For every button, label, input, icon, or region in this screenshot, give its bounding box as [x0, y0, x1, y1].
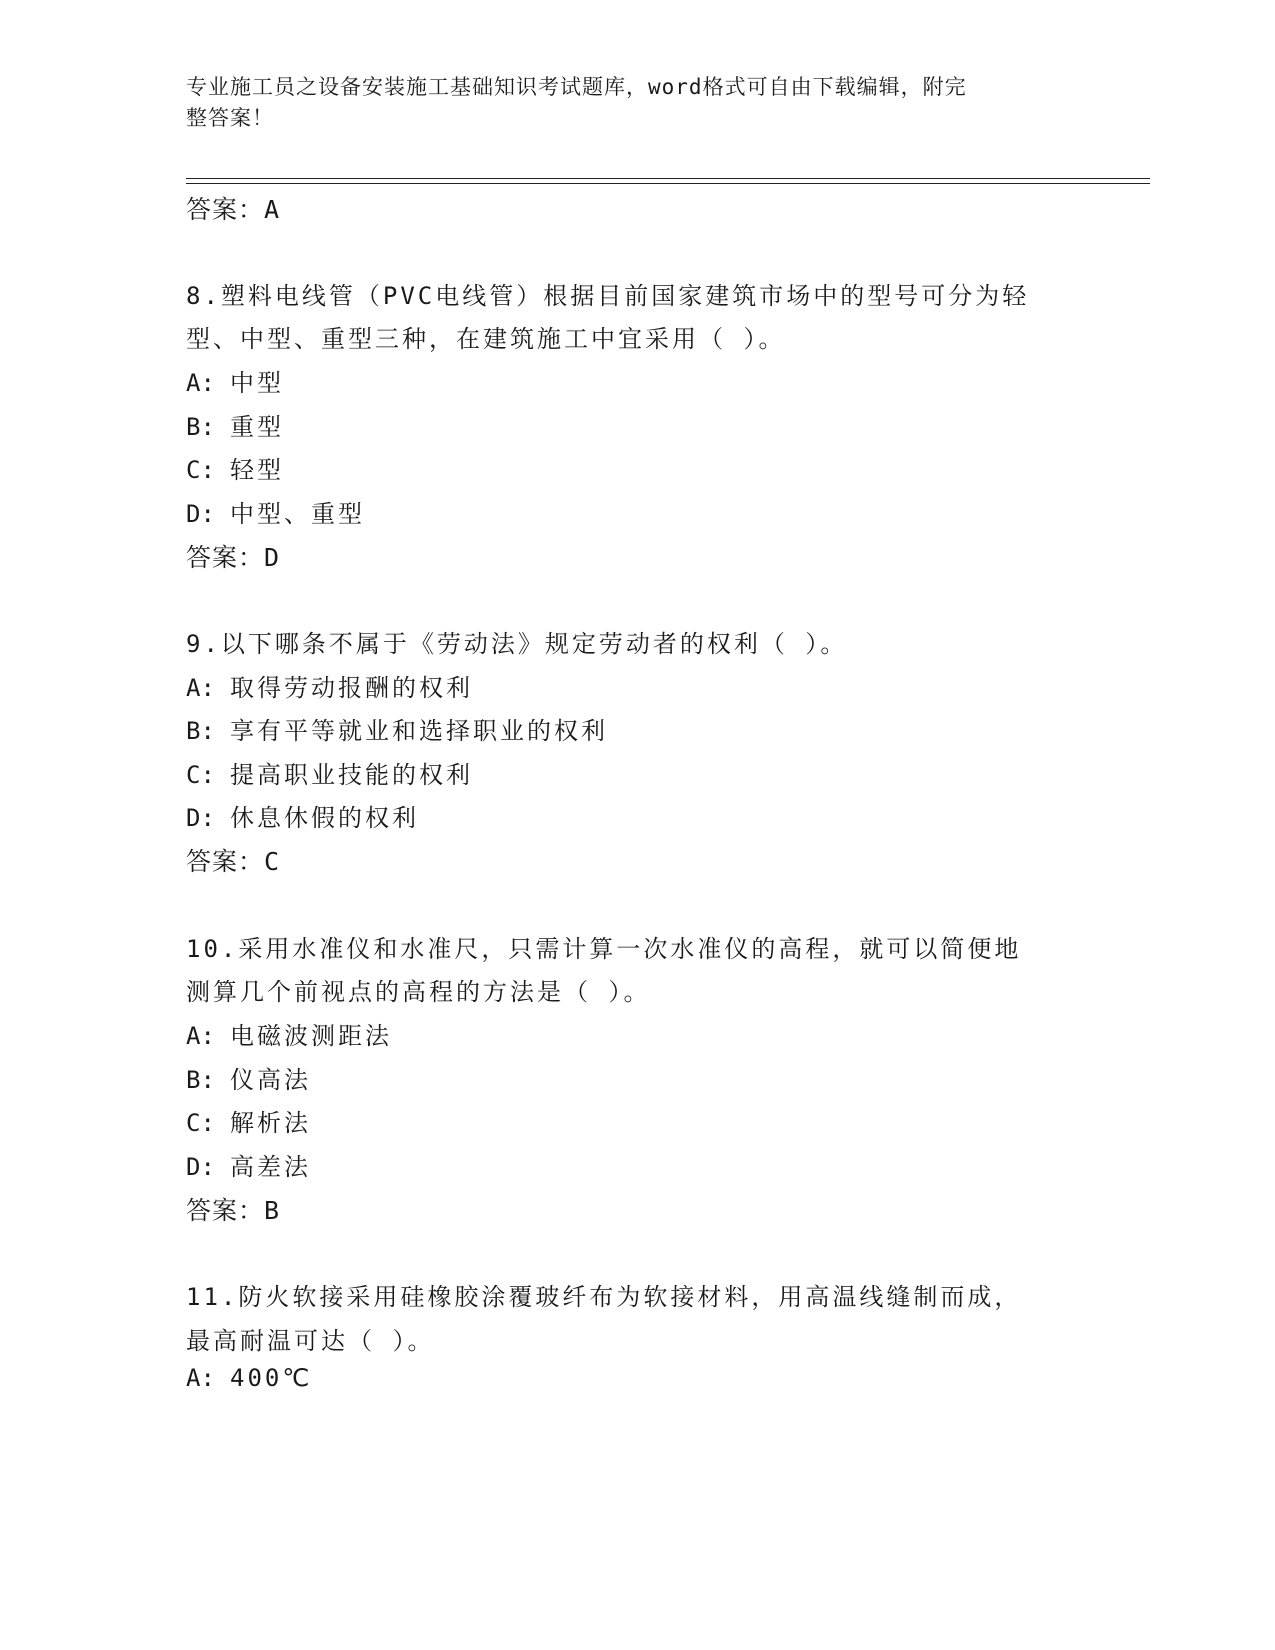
option-letter: B:	[186, 413, 215, 441]
question-10-answer: 答案：B	[186, 1196, 281, 1225]
option-letter: A:	[186, 1364, 215, 1392]
option-letter: D:	[186, 1153, 215, 1181]
question-8-stem-line-2: 型、中型、重型三种，在建筑施工中宜采用（ ）。	[186, 325, 786, 353]
option-letter: D:	[186, 804, 215, 832]
option-letter: B:	[186, 717, 215, 745]
question-8-stem-line-1: 8.塑料电线管（PVC电线管）根据目前国家建筑市场中的型号可分为轻	[186, 282, 1030, 310]
option-letter: C:	[186, 761, 215, 789]
question-9-option-d	[186, 798, 419, 833]
answer-previous: 答案：A	[186, 195, 281, 224]
option-text: 提高职业技能的权利	[230, 761, 473, 789]
header-rule-bottom	[186, 183, 1150, 184]
option-text: 中型	[230, 369, 284, 397]
question-8-option-c	[186, 450, 284, 485]
option-text: 享有平等就业和选择职业的权利	[230, 717, 608, 745]
question-9-stem-line-1: 9.以下哪条不属于《劳动法》规定劳动者的权利（ ）。	[186, 630, 848, 658]
option-letter: A:	[186, 369, 215, 397]
header-line-1: 专业施工员之设备安装施工基础知识考试题库，word格式可自由下载编辑，附完	[186, 75, 967, 99]
header-rule-top	[186, 178, 1150, 179]
question-8-option-d	[186, 494, 365, 529]
option-text: 400℃	[230, 1364, 313, 1392]
question-10-stem-line-1: 10.采用水准仪和水准尺，只需计算一次水准仪的高程，就可以简便地	[186, 935, 1022, 963]
option-letter: A:	[186, 674, 215, 702]
option-letter: A:	[186, 1022, 215, 1050]
question-11-stem-line-1: 11.防火软接采用硅橡胶涂覆玻纤布为软接材料，用高温线缝制而成，	[186, 1283, 1022, 1311]
option-text: 取得劳动报酬的权利	[230, 674, 473, 702]
question-10-stem-line-2: 测算几个前视点的高程的方法是（ ）。	[186, 978, 651, 1006]
question-10-option-c	[186, 1103, 311, 1138]
option-text: 轻型	[230, 456, 284, 484]
option-text: 高差法	[230, 1153, 311, 1181]
question-9-option-b	[186, 711, 608, 746]
option-text: 电磁波测距法	[230, 1022, 392, 1050]
option-text: 中型、重型	[230, 500, 365, 528]
question-8-option-a	[186, 363, 284, 398]
option-letter: C:	[186, 456, 215, 484]
question-9-option-a	[186, 668, 473, 703]
question-9-answer: 答案：C	[186, 847, 281, 876]
question-10-option-a	[186, 1016, 392, 1051]
question-8-option-b	[186, 407, 284, 442]
header-line-2: 整答案！	[186, 106, 274, 130]
option-text: 重型	[230, 413, 284, 441]
option-text: 休息休假的权利	[230, 804, 419, 832]
option-text: 解析法	[230, 1109, 311, 1137]
question-11-option-a	[186, 1364, 312, 1392]
question-8-answer: 答案：D	[186, 543, 281, 572]
option-letter: C:	[186, 1109, 215, 1137]
option-letter: D:	[186, 500, 215, 528]
document-header	[186, 72, 1066, 134]
question-11-stem-line-2: 最高耐温可达（ ）。	[186, 1327, 435, 1355]
question-10-option-d	[186, 1147, 311, 1182]
option-text: 仪高法	[230, 1066, 311, 1094]
question-10-option-b	[186, 1060, 311, 1095]
question-9-option-c	[186, 755, 473, 790]
option-letter: B:	[186, 1066, 215, 1094]
